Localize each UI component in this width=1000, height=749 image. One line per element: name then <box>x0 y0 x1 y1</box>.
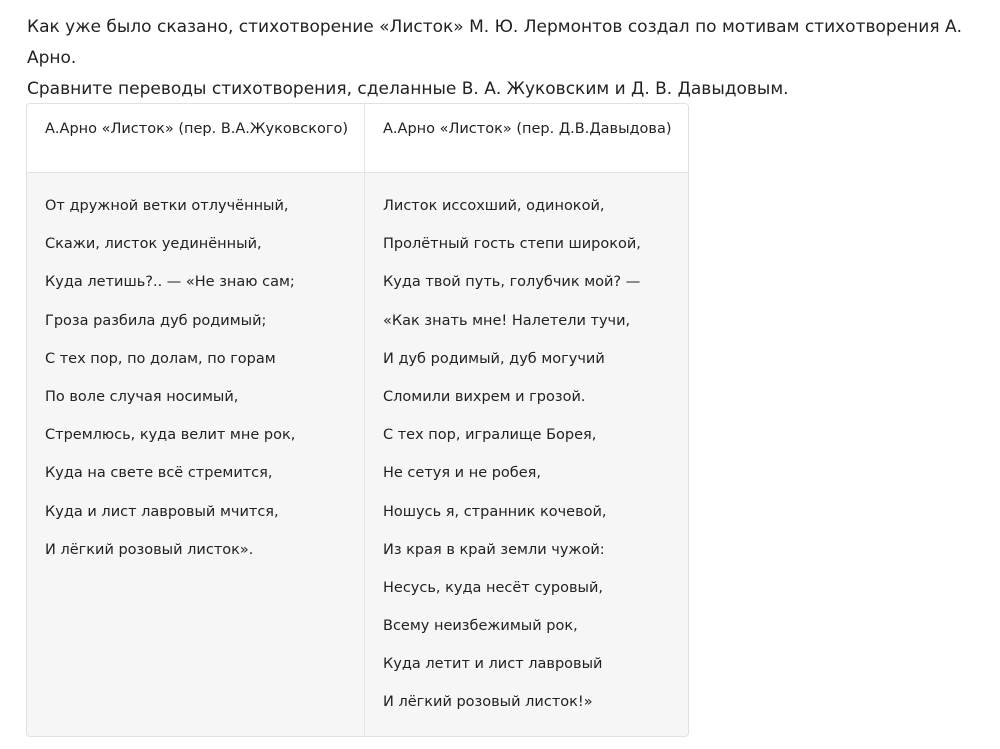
poem-line: С тех пор, игралище Борея, <box>383 427 597 444</box>
poem-line: И дуб родимый, дуб могучий <box>383 350 605 367</box>
poem-line: По воле случая носимый, <box>45 388 239 405</box>
header-davydov: А.Арно «Листок» (пер. Д.В.Давыдова) <box>383 121 672 137</box>
poem-line: Не сетуя и не робея, <box>383 465 541 482</box>
poem-line: От дружной ветки отлучённый, <box>45 198 289 214</box>
poem-line: Листок иссохший, одинокой, <box>383 198 605 214</box>
poem-line: Куда на свете всё стремится, <box>45 465 273 482</box>
poem-line: Несусь, куда несёт суровый, <box>383 579 603 596</box>
poem-line: Ношусь я, странник кочевой, <box>383 503 607 520</box>
intro-line-2: Сравните переводы стихотворения, сделанные В. А. Жуковским и Д. В. Давыдовым. <box>27 79 789 99</box>
poem-line: Гроза разбила дуб родимый; <box>45 312 267 329</box>
intro-text <box>27 12 987 105</box>
poem-line: С тех пор, по долам, по горам <box>45 350 276 367</box>
poem-line: Куда летишь?.. — «Не знаю сам; <box>45 274 295 291</box>
poem-line: Стремлюсь, куда велит мне рок, <box>45 427 296 444</box>
table-body-row <box>27 173 688 737</box>
poem-line: Куда летит и лист лавровый <box>383 656 603 673</box>
intro-line-1: Как уже было сказано, стихотворение «Листок» М. Ю. Лермонтов создал по мотивам стихотворения А. Арно. <box>27 17 962 68</box>
poem-line: Из края в край земли чужой: <box>383 541 605 558</box>
poem-line: Куда твой путь, голубчик мой? — <box>383 274 641 291</box>
poem-davydov <box>365 173 688 737</box>
comparison-table <box>26 103 689 737</box>
poem-line: «Как знать мне! Налетели тучи, <box>383 312 631 329</box>
poem-zhukovsky <box>27 173 365 737</box>
poem-line: И лёгкий розовый листок!» <box>383 694 593 711</box>
header-zhukovsky: А.Арно «Листок» (пер. В.А.Жуковского) <box>27 104 365 172</box>
poem-line: Пролётный гость степи широкой, <box>383 236 641 253</box>
poem-line: Сломили вихрем и грозой. <box>383 388 586 405</box>
table-header-row <box>27 104 688 173</box>
poem-line: Куда и лист лавровый мчится, <box>45 503 279 520</box>
poem-line: Скажи, листок уединённый, <box>45 236 262 253</box>
poem-line: Всему неизбежимый рок, <box>383 618 578 635</box>
poem-line: И лёгкий розовый листок». <box>45 541 254 558</box>
